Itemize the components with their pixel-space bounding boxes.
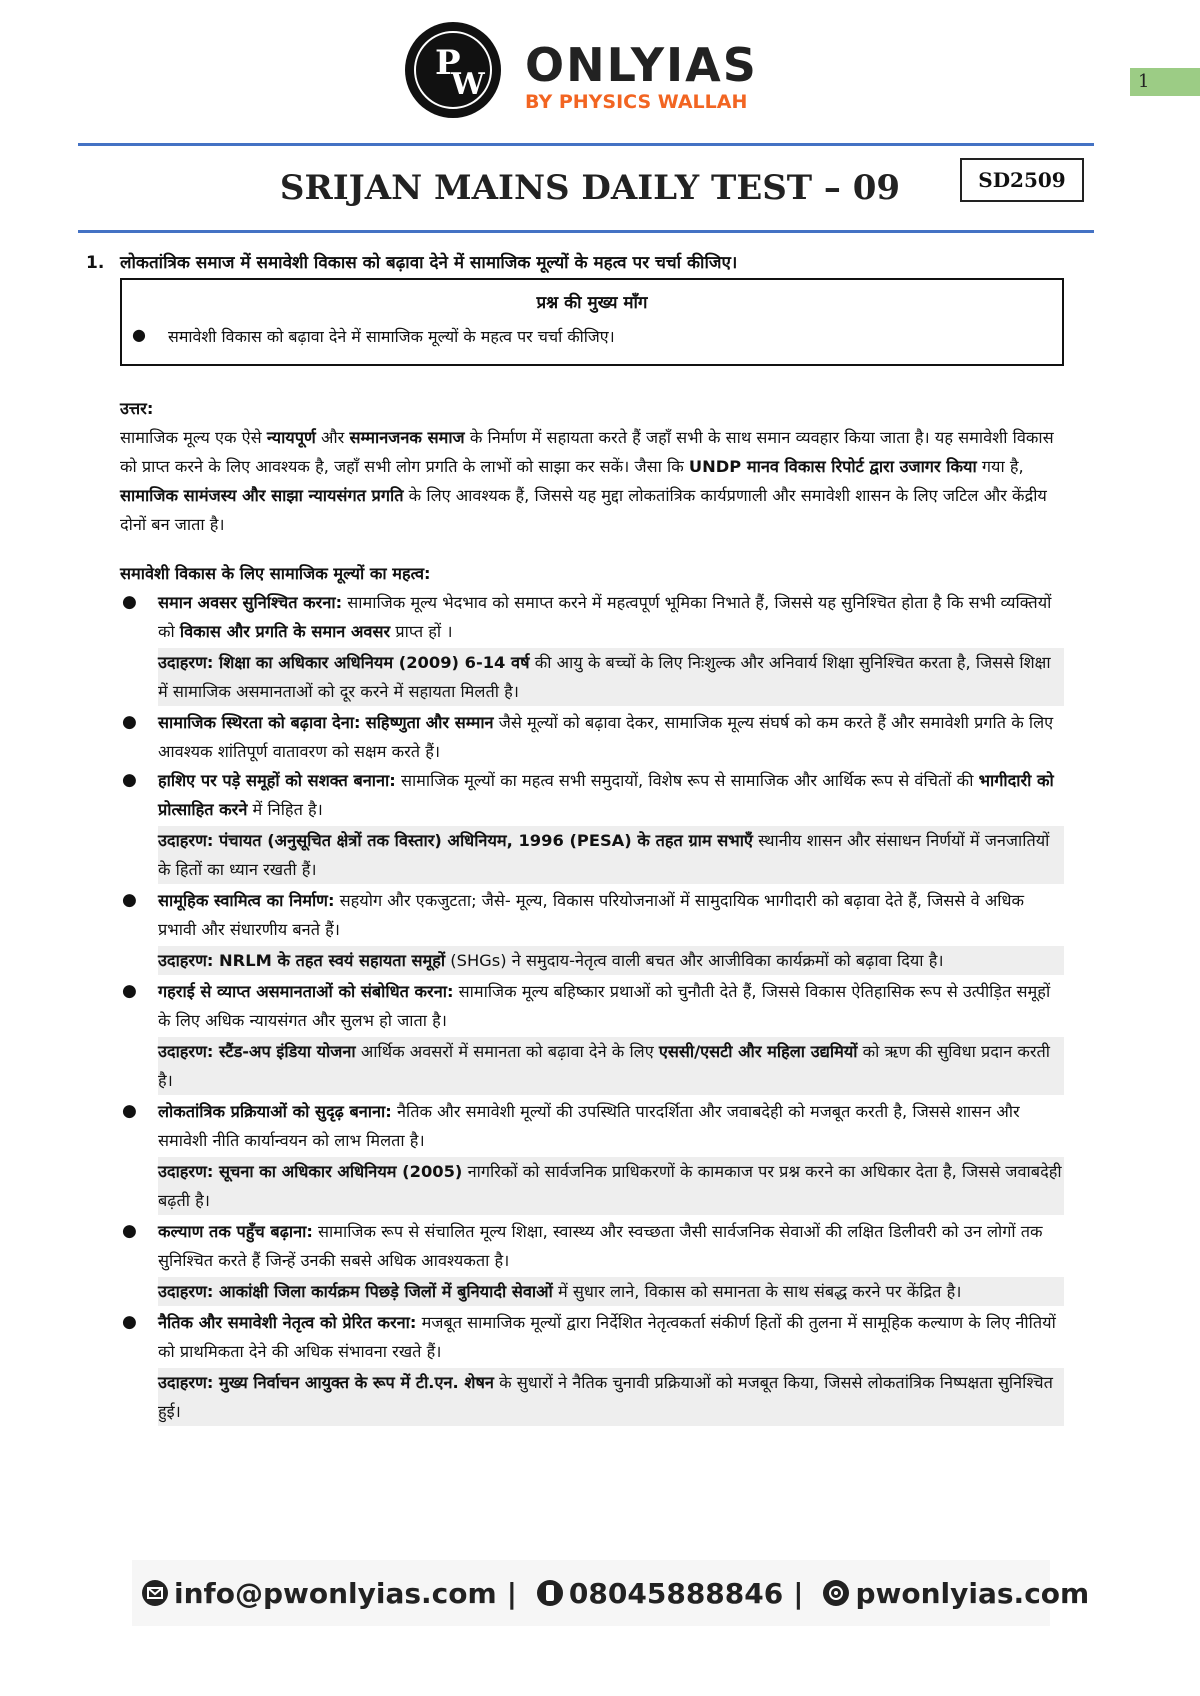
section-heading: समावेशी विकास के लिए सामाजिक मूल्यों का महत्व: xyxy=(120,564,431,583)
question-text: लोकतांत्रिक समाज में समावेशी विकास को बढ़ावा देने में सामाजिक मूल्यों के महत्व पर चर्चा कीजिए। xyxy=(120,253,738,273)
list-item: ● समान अवसर सुनिश्चित करना: सामाजिक मूल्य भेदभाव को समाप्त करने में महत्वपूर्ण भूमिका निभाते हैं, जिससे यह सुनिश्चित होता है कि सभी व्यक्तियों को विकास और प्रगति के समान अवसर प्राप्त हों । xyxy=(120,588,1064,646)
mail-icon xyxy=(142,1580,168,1606)
key-demand-title: प्रश्न की मुख्य माँग xyxy=(536,293,648,313)
list-item: ● कल्याण तक पहुँच बढ़ाना: सामाजिक रूप से संचालित मूल्य शिक्षा, स्वास्थ्य और स्वच्छता जैसी सार्वजनिक सेवाओं की लक्षित डिलीवरी को उन लोगों तक सुनिश्चित करते हैं जिन्हें उनकी सबसे अधिक आवश्यकता है। xyxy=(120,1217,1064,1275)
list-item: ● सामाजिक स्थिरता को बढ़ावा देना: सहिष्णुता और सम्मान जैसे मूल्यों को बढ़ावा देकर, सामाजिक मूल्य संघर्ष को कम करते हैं और समावेशी प्रगति के लिए आवश्यक शांतिपूर्ण वातावरण को सक्षम करते हैं। xyxy=(120,708,1064,766)
contact-footer xyxy=(132,1560,1090,1626)
list-item: ● नैतिक और समावेशी नेतृत्व को प्रेरित करना: मजबूत सामाजिक मूल्यों द्वारा निर्देशित नेतृत्वकर्ता संकीर्ण हितों की तुलना में सामूहिक कल्याण के लिए नीतियों को प्राथमिकता देने की अधिक संभावना रखते हैं। xyxy=(120,1308,1064,1366)
phone-icon xyxy=(537,1580,563,1606)
bullet-icon: ● xyxy=(122,712,137,732)
question-number: 1. xyxy=(86,253,105,273)
bullet-icon: ● xyxy=(132,325,146,344)
list-item: ● हाशिए पर पड़े समूहों को सशक्त बनाना: सामाजिक मूल्यों का महत्व सभी समुदायों, विशेष रूप से सामाजिक और आर्थिक रूप से वंचितों की भागीदारी को प्रोत्साहित करने में निहित है। xyxy=(120,766,1064,824)
test-title: SRIJAN MAINS DAILY TEST – 09 xyxy=(279,168,901,208)
email-link[interactable]: info@pwonlyias.com xyxy=(132,1577,497,1610)
example-block: उदाहरण: आकांक्षी जिला कार्यक्रम पिछड़े जिलों में बुनियादी सेवाओं में सुधार लाने, विकास को समानता के साथ संबद्ध करने पर केंद्रित है। xyxy=(158,1277,1064,1306)
bullet-icon: ● xyxy=(122,770,137,790)
brand-header xyxy=(405,22,785,122)
example-block: उदाहरण: NRLM के तहत स्वयं सहायता समूहों (SHGs) ने समुदाय-नेतृत्व वाली बचत और आजीविका कार्यक्रमों को बढ़ावा दिया है। xyxy=(158,946,1064,975)
test-code: SD2509 xyxy=(960,158,1084,202)
example-block: उदाहरण: स्टैंड-अप इंडिया योजना आर्थिक अवसरों में समानता को बढ़ावा देने के लिए एससी/एसटी और महिला उद्यमियों को ऋण की सुविधा प्रदान करती है। xyxy=(158,1037,1064,1095)
example-block: उदाहरण: पंचायत (अनुसूचित क्षेत्रों तक विस्तार) अधिनियम, 1996 (PESA) के तहत ग्राम सभाएँ स्थानीय शासन और संसाधन निर्णयों में जनजातियों के हितों का ध्यान रखती हैं। xyxy=(158,826,1064,884)
brand-tagline: BY PHYSICS WALLAH xyxy=(525,91,748,113)
brand-name: ONLYIAS xyxy=(525,38,758,92)
social-at-icon xyxy=(823,1580,849,1606)
phone-link[interactable]: 08045888846 xyxy=(527,1577,783,1610)
pw-logo-icon xyxy=(405,22,501,118)
bullet-icon: ● xyxy=(122,890,137,910)
bullet-icon: ● xyxy=(122,1312,137,1332)
top-divider xyxy=(78,143,1094,146)
list-item: ● लोकतांत्रिक प्रक्रियाओं को सुदृढ़ बनाना: नैतिक और समावेशी मूल्यों की उपस्थिति पारदर्शिता और जवाबदेही को मजबूत करती है, जिससे शासन और समावेशी नीति कार्यान्वयन को लाभ मिलता है। xyxy=(120,1097,1064,1155)
example-block: उदाहरण: मुख्य निर्वाचन आयुक्त के रूप में टी.एन. शेषन के सुधारों ने नैतिक चुनावी प्रक्रियाओं को मजबूत किया, जिससे लोकतांत्रिक निष्पक्षता सुनिश्चित हुई। xyxy=(158,1368,1064,1426)
example-block: उदाहरण: सूचना का अधिकार अधिनियम (2005) नागरिकों को सार्वजनिक प्राधिकरणों के कामकाज पर प्रश्न करने का अधिकार देता है, जिससे जवाबदेही बढ़ती है। xyxy=(158,1157,1064,1215)
separator: | xyxy=(793,1576,804,1610)
key-demand-box xyxy=(120,278,1064,366)
separator: | xyxy=(506,1576,517,1610)
bullet-icon: ● xyxy=(122,592,137,612)
bullet-icon: ● xyxy=(122,981,137,1001)
key-demand-item: ● समावेशी विकास को बढ़ावा देने में सामाजिक मूल्यों के महत्व पर चर्चा कीजिए। xyxy=(132,325,615,346)
website-link[interactable]: pwonlyias.com xyxy=(813,1577,1089,1610)
answer-label: उत्तर: xyxy=(120,399,154,418)
svg-text:W: W xyxy=(451,67,485,102)
question xyxy=(86,250,1096,273)
bullet-icon: ● xyxy=(122,1221,137,1241)
intro-paragraph: सामाजिक मूल्य एक ऐसे न्यायपूर्ण और सम्मानजनक समाज के निर्माण में सहायता करते हैं जहाँ सभी के साथ समान व्यवहार किया जाता है। यह समावेशी विकास को प्राप्त करने के लिए आवश्यक है, जहाँ सभी लोग प्रगति के लाभों को साझा कर सकें। जैसा कि UNDP मानव विकास रिपोर्ट द्वारा उजागर किया गया है, सामाजिक सामंजस्य और साझा न्यायसंगत प्रगति के लिए आवश्यक हैं, जिससे यह मुद्दा लोकतांत्रिक कार्यप्रणाली और समावेशी शासन के लिए जटिल और केंद्रीय दोनों बन जाता है। xyxy=(120,428,1054,534)
list-item: ● गहराई से व्याप्त असमानताओं को संबोधित करना: सामाजिक मूल्य बहिष्कार प्रथाओं को चुनौती देते हैं, जिससे विकास ऐतिहासिक रूप से उत्पीड़ित समूहों के लिए अधिक न्यायसंगत और सुलभ हो जाता है। xyxy=(120,977,1064,1035)
example-block: उदाहरण: शिक्षा का अधिकार अधिनियम (2009) 6-14 वर्ष की आयु के बच्चों के लिए निःशुल्क और अनिवार्य शिक्षा सुनिश्चित करता है, जिससे शिक्षा में सामाजिक असमानताओं को दूर करने में सहायता मिलती है। xyxy=(158,648,1064,706)
answer-body xyxy=(120,394,1064,1428)
title-divider xyxy=(78,230,1094,233)
list-item: ● सामूहिक स्वामित्व का निर्माण: सहयोग और एकजुटता; जैसे- मूल्य, विकास परियोजनाओं में सामुदायिक भागीदारी को बढ़ावा देते हैं, जिससे वे अधिक प्रभावी और संधारणीय बनते हैं। xyxy=(120,886,1064,944)
page-number: 1 xyxy=(1130,68,1200,96)
bullet-icon: ● xyxy=(122,1101,137,1121)
svg-text:P: P xyxy=(435,43,461,83)
